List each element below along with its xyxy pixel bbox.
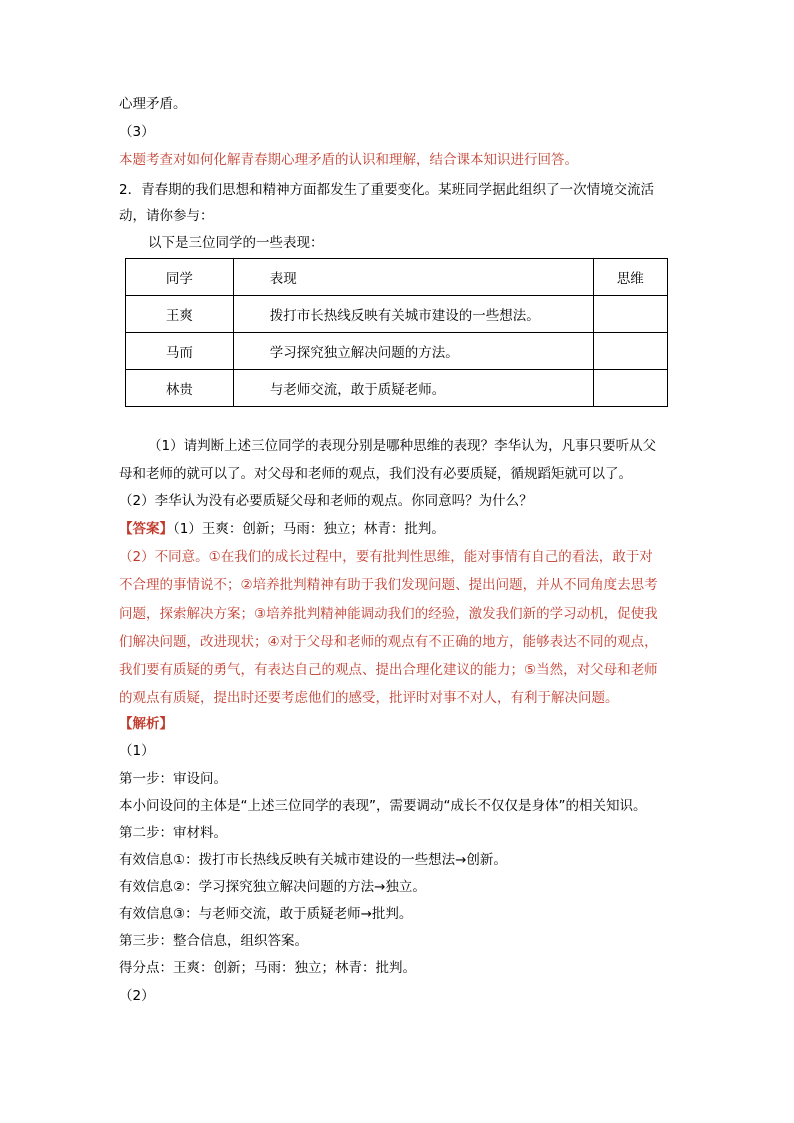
analysis-info-1: 有效信息①：拨打市长热线反映有关城市建设的一些想法→创新。 <box>119 852 507 868</box>
text-line: （3） <box>119 124 155 140</box>
analysis-step-2: 第二步：审材料。 <box>119 825 227 841</box>
table-row <box>126 370 668 407</box>
answer-part-2-line: （2）不同意。①在我们的成长过程中，要有批判性思维，能对事情有自己的看法，敢于对 <box>119 549 653 565</box>
analysis-info-3: 有效信息③：与老师交流，敢于质疑老师→批判。 <box>119 906 413 922</box>
question-2-line-2: 动，请你参与： <box>119 208 214 224</box>
table-row <box>126 296 668 333</box>
analysis-info-2: 有效信息②：学习探究独立解决问题的方法→独立。 <box>119 879 426 895</box>
text-line: 本题考查对如何化解青春期心理矛盾的认识和理解，结合课本知识进行回答。 <box>119 152 578 168</box>
analysis-score-points: 得分点：王爽：创新；马雨：独立；林青：批判。 <box>119 960 416 976</box>
table-intro: 以下是三位同学的一些表现： <box>148 235 324 251</box>
table-cell: 拨打市长热线反映有关城市建设的一些想法。 <box>233 296 593 333</box>
answer-part-2-line: 我们要有质疑的勇气，有表达自己的观点、提出合理化建议的能力；⑤当然，对父母和老师 <box>119 662 658 678</box>
answer-part-2-line: 的观点有质疑，提出时还要考虑他们的感受，批评时对事不对人，有利于解决问题。 <box>119 690 619 706</box>
analysis-label: 【解析】 <box>119 716 173 732</box>
analysis-step-1-detail: 本小问设问的主体是“上述三位同学的表现”，需要调动“成长不仅仅是身体”的相关知识。 <box>119 798 647 814</box>
question-2-line-1: 2．青春期的我们思想和精神方面都发生了重要变化。某班同学据此组织了一次情境交流活 <box>119 182 655 198</box>
table-cell: 马而 <box>126 333 234 370</box>
sub-question-1-line-1: （1）请判断上述三位同学的表现分别是哪种思维的表现？李华认为，凡事只要听从父 <box>148 438 657 454</box>
table-cell: 与老师交流，敢于质疑老师。 <box>233 370 593 407</box>
answer-part-1: （1）王爽：创新；马雨：独立；林青：批判。 <box>173 521 445 537</box>
analysis-part-1: （1） <box>119 743 155 759</box>
analysis-step-1: 第一步：审设问。 <box>119 771 227 787</box>
analysis-part-2: （2） <box>119 988 155 1004</box>
performance-table <box>125 258 668 407</box>
table-cell <box>593 333 667 370</box>
table-header: 同学 <box>126 259 234 296</box>
table-header-row <box>126 259 668 296</box>
table-cell <box>593 370 667 407</box>
answer-part-2-line: 不合理的事情说不；②培养批判精神有助于我们发现问题、提出问题，并从不同角度去思考 <box>119 577 658 593</box>
answer-part-2-line: 们解决问题，改进现状；④对于父母和老师的观点有不正确的地方，能够表达不同的观点， <box>119 634 658 650</box>
sub-question-1-line-2: 母和老师的就可以了。对父母和老师的观点，我们没有必要质疑，循规蹈矩就可以了。 <box>119 466 632 482</box>
table-row <box>126 333 668 370</box>
answer-label: 【答案】 <box>119 521 173 537</box>
table-header: 思维 <box>593 259 667 296</box>
answer-part-2-line: 问题，探索解决方案；③培养批判精神能调动我们的经验，激发我们新的学习动机，促使我 <box>119 606 658 622</box>
table-cell: 林贵 <box>126 370 234 407</box>
table-cell: 王爽 <box>126 296 234 333</box>
text-line: 心理矛盾。 <box>119 96 187 112</box>
analysis-step-3: 第三步：整合信息，组织答案。 <box>119 933 308 949</box>
table-cell <box>593 296 667 333</box>
table-header: 表现 <box>233 259 593 296</box>
answer-line <box>119 520 679 538</box>
table-cell: 学习探究独立解决问题的方法。 <box>233 333 593 370</box>
sub-question-2: （2）李华认为没有必要质疑父母和老师的观点。你同意吗？为什么？ <box>119 493 533 509</box>
